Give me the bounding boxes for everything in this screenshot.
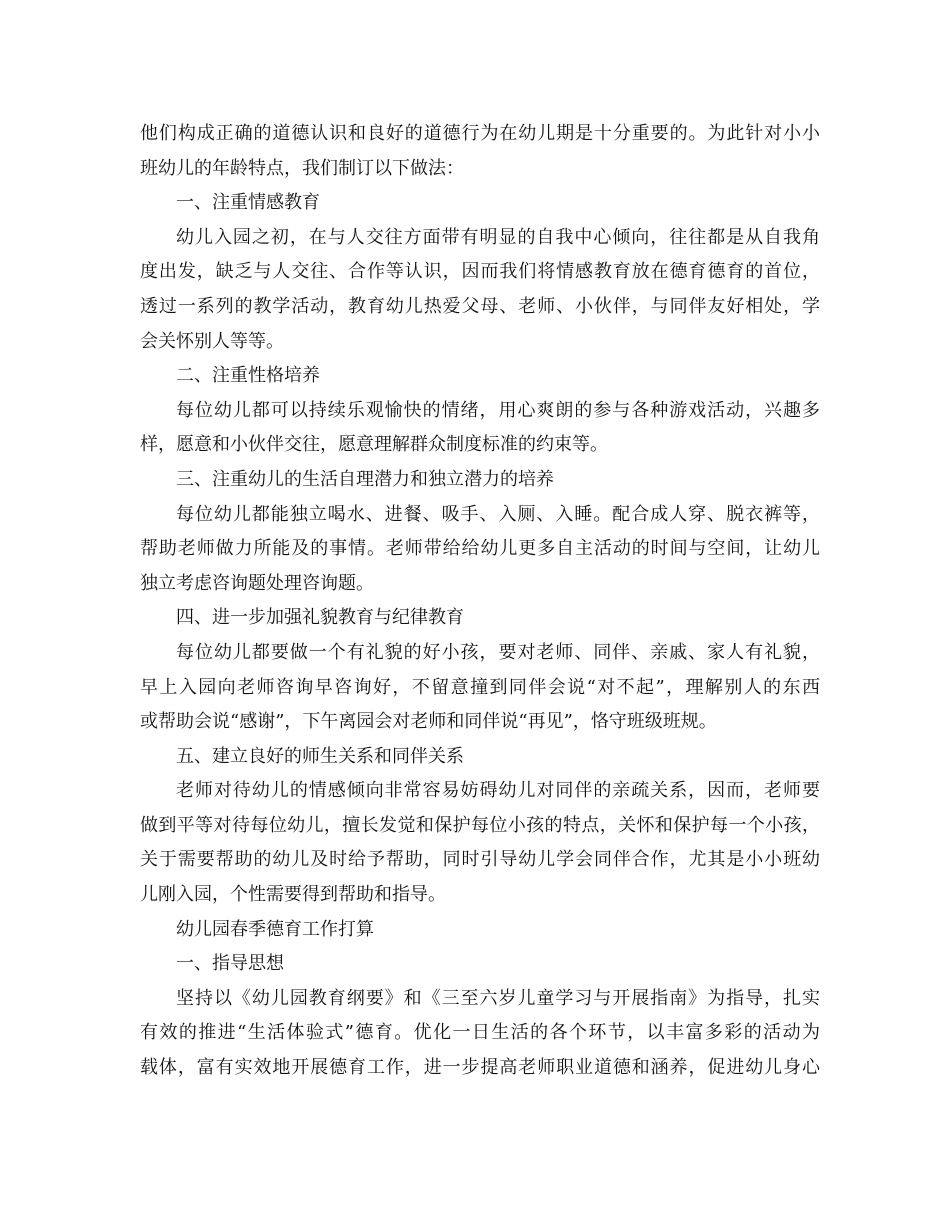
section-heading: 五、建立良好的师生关系和同伴关系	[176, 745, 464, 767]
text-line: 每位幼儿都要做一个有礼貌的好小孩，要对老师、同伴、亲戚、家人有礼貌，	[176, 641, 820, 663]
text-line: 会关怀别人等等。	[140, 330, 284, 352]
text-line: 或帮助会说“感谢”，下午离园会对老师和同伴说“再见”，恪守班级班规。	[140, 711, 717, 733]
section-heading: 二、注重性格培养	[176, 365, 320, 387]
text-line: 每位幼儿都能独立喝水、进餐、吸手、入厕、入睡。配合成人穿、脱衣裤等，	[176, 503, 820, 525]
section-heading: 一、指导思想	[176, 953, 284, 975]
document-title: 幼儿园春季德育工作打算	[176, 918, 374, 940]
text-line: 载体，富有实效地开展德育工作，进一步提高老师职业道德和涵养，促进幼儿身心	[140, 1057, 820, 1079]
text-line: 帮助老师做力所能及的事情。老师带给给幼儿更多自主活动的时间与空间，让幼儿	[140, 538, 820, 560]
text-line: 透过一系列的教学活动，教育幼儿热爱父母、老师、小伙伴，与同伴友好相处，学	[140, 295, 820, 317]
document-body	[140, 117, 820, 1086]
text-line: 关于需要帮助的幼儿及时给予帮助，同时引导幼儿学会同伴合作，尤其是小小班幼	[140, 849, 820, 871]
section-heading: 三、注重幼儿的生活自理潜力和独立潜力的培养	[176, 468, 554, 490]
text-line: 老师对待幼儿的情感倾向非常容易妨碍幼儿对同伴的亲疏关系，因而，老师要	[176, 780, 820, 802]
text-line: 早上入园向老师咨询早咨询好，不留意撞到同伴会说“对不起”，理解别人的东西	[140, 676, 820, 698]
text-line: 每位幼儿都可以持续乐观愉快的情绪，用心爽朗的参与各种游戏活动，兴趣多	[176, 399, 820, 421]
text-line: 度出发，缺乏与人交往、合作等认识，因而我们将情感教育放在德育德育的首位，	[140, 261, 820, 283]
section-heading: 四、进一步加强礼貌教育与纪律教育	[176, 607, 464, 629]
text-line: 坚持以《幼儿园教育纲要》和《三至六岁儿童学习与开展指南》为指导，扎实	[176, 987, 820, 1009]
text-line: 他们构成正确的道德认识和良好的道德行为在幼儿期是十分重要的。为此针对小小	[140, 123, 820, 144]
text-line: 幼儿入园之初，在与人交往方面带有明显的自我中心倾向，往往都是从自我角	[176, 226, 820, 248]
text-line: 样，愿意和小伙伴交往，愿意理解群众制度标准的约束等。	[140, 434, 608, 456]
text-line: 做到平等对待每位幼儿，擅长发觉和保护每位小孩的特点，关怀和保护每一个小孩，	[140, 814, 820, 836]
text-line: 班幼儿的年龄特点，我们制订以下做法：	[140, 157, 464, 179]
text-line: 儿刚入园，个性需要得到帮助和指导。	[140, 884, 446, 906]
section-heading: 一、注重情感教育	[176, 192, 320, 214]
text-line: 独立考虑咨询题处理咨询题。	[140, 572, 374, 594]
text-line: 有效的推进“生活体验式”德育。优化一日生活的各个环节，以丰富多彩的活动为	[140, 1022, 820, 1044]
